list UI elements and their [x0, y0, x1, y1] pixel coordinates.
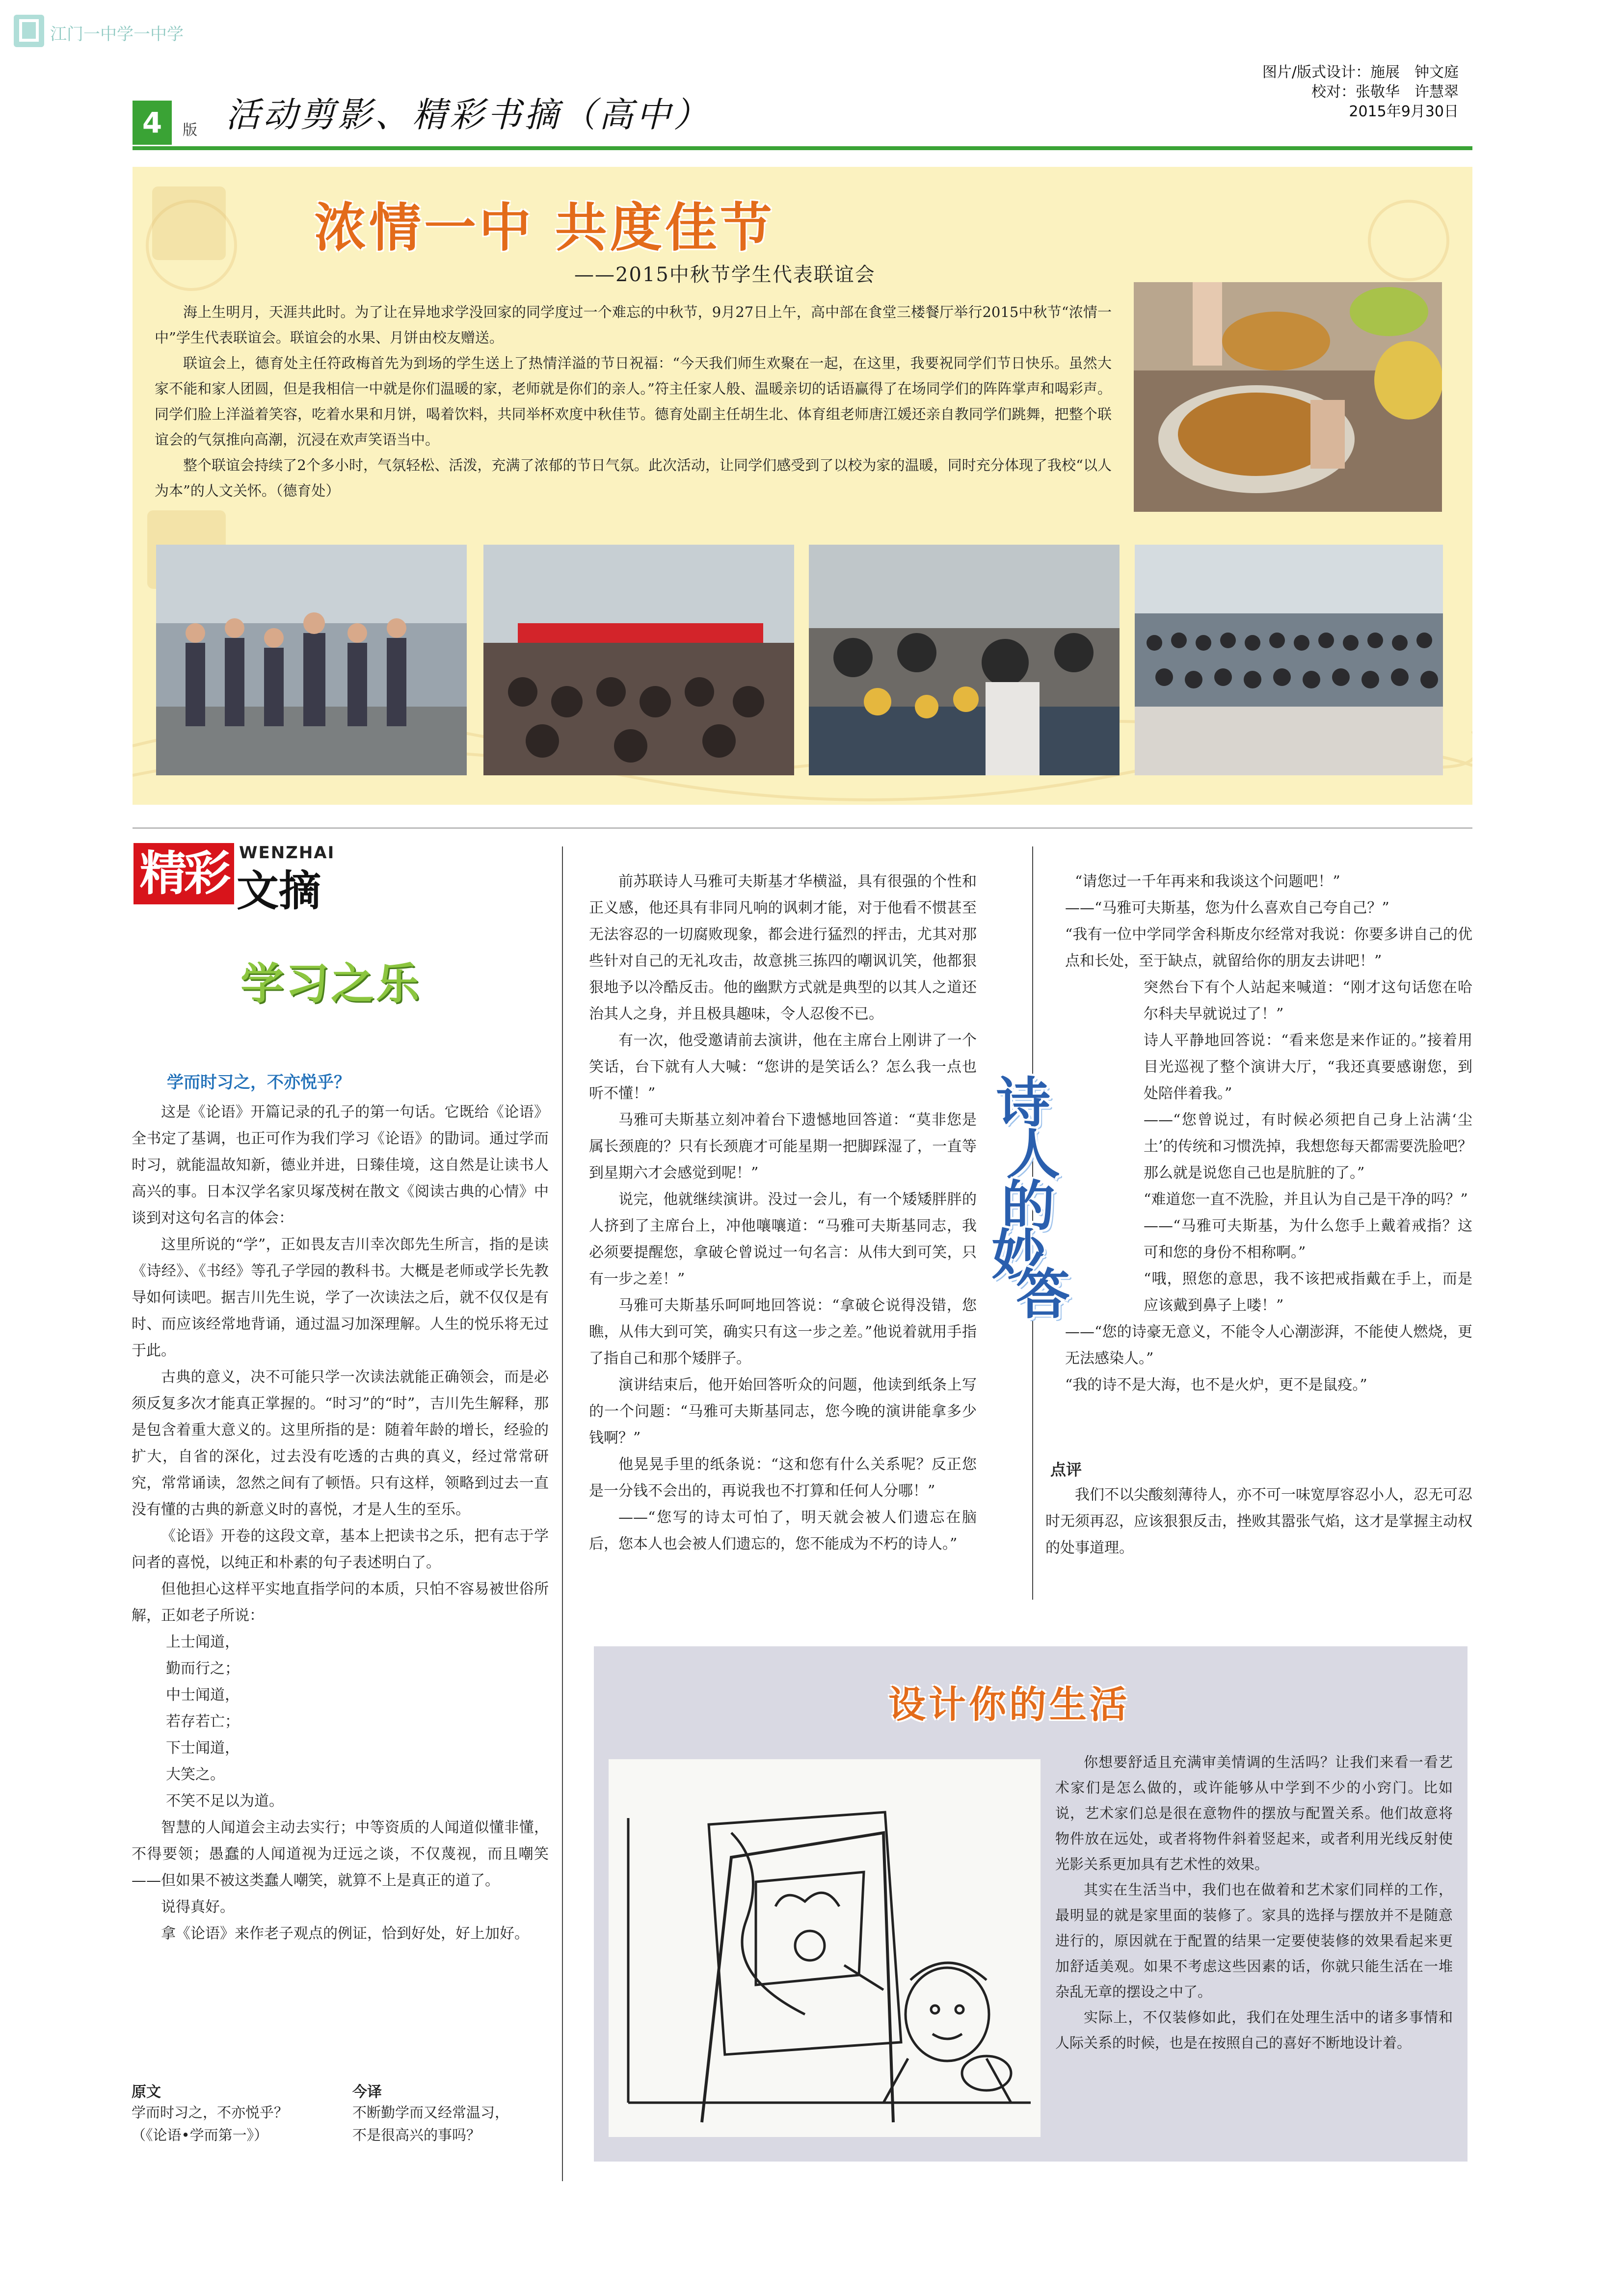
comment-head: 点评 [1050, 1460, 1082, 1479]
feature-paragraph: 整个联谊会持续了2个多小时，气氛轻松、活泼，充满了浓郁的节日气氛。此次活动，让同学们感受到了以校为家的温暖，同时充分体现了我校“以人为本”的人文关怀。（德育处） [155, 457, 1112, 499]
learning-paragraph: 说得真好。 [161, 1899, 235, 1916]
feature-article [155, 299, 1112, 503]
poet-paragraph: ——“马雅可夫斯基，您为什么喜欢自己夸自己？” [1065, 899, 1389, 917]
learning-paragraph: 但他担心这样平实地直指学问的本质，只怕不容易被世俗所解，正如老子所说： [132, 1581, 549, 1624]
poet-paragraph: ——“马雅可夫斯基，为什么您手上戴着戒指？这可和您的身份不相称啊。” [1144, 1217, 1472, 1261]
learning-paragraph: 这里所说的“学”，正如畏友吉川幸次郎先生所言，指的是读《诗经》、《书经》等孔子学园的教科书。大概是老师或学长先教导如何读吧。据吉川先生说，学了一次读法之后，就不仅仅是有时、而应该经常地背诵，通过温习加深理解。人生的悦乐将无过于此。 [132, 1236, 549, 1359]
comment-paragraph: 我们不以尖酸刻薄待人，亦不可一味宽厚容忍小人，忍无可忍时无须再忍，应该狠狠反击，挫败其嚣张气焰，这才是掌握主动权的处事道理。 [1045, 1486, 1472, 1557]
learning-title: 学习之乐 [240, 958, 422, 1009]
poem-line: 上士闻道， [166, 1634, 240, 1651]
credits-proofread: 校对：张敬华 许慧翠 [1311, 83, 1459, 101]
section-divider [133, 827, 1472, 829]
wenzhai-logo-cn: 文摘 [237, 867, 321, 916]
poet-paragraph: ——“您写的诗太可怕了，明天就会被人们遗忘在脑后，您本人也会被人们遗忘的，您不能成为不朽的诗人。” [589, 1509, 977, 1553]
poet-paragraph: 马雅可夫斯基立刻冲着台下遗憾地回答道：“莫非您是属长颈鹿的？只有长颈鹿才可能星期一把脚踩湿了，一直等到星期六才会感觉到呢！” [589, 1111, 977, 1182]
poet-paragraph: 前苏联诗人马雅可夫斯基才华横溢，具有很强的个性和正义感，他还具有非同凡响的讽刺才能，对于他看不惯甚至无法容忍的一切腐败现象，都会进行猛烈的抨击，尤其对那些针对自己的无礼攻击，故意挑三拣四的嘲讽讥笑，他都狠狠地予以冷酷反击。他的幽默方式就是典型的以其人之道还治其人之身，并且极具趣味，令人忍俊不已。 [589, 873, 977, 1023]
design-title: 设计你的生活 [888, 1683, 1130, 1726]
design-paragraph: 其实在生活当中，我们也在做着和艺术家们同样的工作，最明显的就是家里面的装修了。家具的选择与摆放并不是随意进行的，原因就在于配置的结果一定要使装修的效果看起来更加舒适美观。如果不考虑这些因素的话，你就只能生活在一堆杂乱无章的摆设之中了。 [1055, 1881, 1453, 2000]
design-paragraph: 你想要舒适且充满审美情调的生活吗？让我们来看一看艺术家们是怎么做的，或许能够从中学到不少的小窍门。比如说，艺术家们总是很在意物件的摆放与配置关系。他们故意将物件放在远处，或者将物件斜着竖起来，或者利用光线反射使光影关系更加具有艺术性的效果。 [1055, 1754, 1453, 1873]
feature-subtitle: ——2015中秋节学生代表联谊会 [574, 264, 876, 286]
learning-subtitle: 学而时习之，不亦悦乎？ [167, 1073, 350, 1092]
photo-banner-hall [483, 545, 794, 775]
laozi-poem [132, 1629, 549, 1815]
poet-title-char: 人 [1006, 1123, 1060, 1186]
poem-line: 不笑不足以为道。 [166, 1793, 284, 1810]
learning-paragraph: 古典的意义，决不可能只学一次读法就能正确领会，而是必须反复多次才能真正掌握的。“时习”的“时”，吉川先生解释，那是包含着重大意义的。这里所指的是：随着年龄的增长，经验的扩大，自省的深化，过去没有吃透的古典的真义，经过常常研究，常常诵读，忽然之间有了顿悟。只有这样，领略到过去一直没有懂的古典的新意义时的喜悦，才是人生的至乐。 [132, 1369, 549, 1518]
poet-paragraph: “我的诗不是大海，也不是火炉，更不是鼠疫。” [1065, 1376, 1367, 1394]
learning-paragraph: 《论语》开卷的这段文章，基本上把读书之乐，把有志于学问者的喜悦，以纯正和朴素的句子表述明白了。 [132, 1528, 549, 1571]
notes-original-line: 学而时习之，不亦悦乎？ [132, 2104, 289, 2121]
credits-design: 图片/版式设计：施展 钟文庭 [1262, 64, 1459, 81]
page-ban-label: 版 [183, 122, 197, 139]
poet-paragraph: 马雅可夫斯基乐呵呵地回答说：“拿破仑说得没错，您瞧，从伟大到可笑，确实只有这一步之差。”他说着就用手指了指自己和那个矮胖子。 [589, 1297, 977, 1367]
wenzhai-logo-en: WENZHAI [239, 843, 335, 863]
publish-date: 2015年9月30日 [1349, 103, 1459, 120]
poet-title-char: 的 [1001, 1174, 1055, 1238]
feature-paragraph: 海上生明月，天涯共此时。为了让在异地求学没回家的同学度过一个难忘的中秋节，9月27日上午，高中部在食堂三楼餐厅举行2015中秋节“浓情一中”学生代表联谊会。联谊会的水果、月饼由校友赠送。 [155, 304, 1112, 346]
section-title: 活动剪影、精彩书摘（高中） [226, 95, 711, 135]
poet-article-right [1045, 869, 1472, 1399]
poem-line: 勤而行之； [166, 1660, 240, 1677]
notes-translation-head: 今译 [352, 2084, 382, 2101]
poet-paragraph: 演讲结束后，他开始回答听众的问题，他读到纸条上写的一个问题：“马雅可夫斯基同志，您今晚的演讲能拿多少钱啊？” [589, 1376, 977, 1447]
learning-paragraph: 拿《论语》来作老子观点的例证，恰到好处，好上加好。 [161, 1925, 529, 1942]
wenzhai-logo [133, 843, 379, 916]
poet-title-char: 诗 [996, 1071, 1050, 1135]
artist-easel-illustration [609, 1759, 1041, 2137]
poet-title-char: 答 [1016, 1263, 1070, 1326]
notes-translation-line: 不是很高兴的事吗？ [352, 2127, 481, 2143]
poet-paragraph: 他晃晃手里的纸条说：“这和您有什么关系呢？反正您是一分钱不会出的，再说我也不打算和任何人分哪！” [589, 1456, 977, 1500]
poet-paragraph: ——“您曾说过，有时候必须把自己身上沾满‘尘土’的传统和习惯洗掉，我想您每天都需要洗脸吧？那么就是说您自己也是肮脏的了。” [1144, 1111, 1472, 1182]
column-separator [562, 846, 563, 2181]
learning-paragraph: 智慧的人闻道会主动去实行；中等资质的人闻道似懂非懂，不得要领；愚蠢的人闻道视为迂远之谈，不仅蔑视，而且嘲笑——但如果不被这类蠢人嘲笑，就算不上是真正的道了。 [132, 1819, 549, 1889]
credits-block [1262, 63, 1459, 122]
masthead-logo-text: 江门一中学一中学 [50, 25, 184, 44]
poet-paragraph: 突然台下有个人站起来喊道：“刚才这句话您在哈尔科夫早就说过了！” [1144, 979, 1472, 1023]
poet-paragraph: ——“您的诗豪无意义，不能令人心潮澎湃，不能使人燃烧，更无法感染人。” [1065, 1323, 1472, 1367]
poet-paragraph: 有一次，他受邀请前去演讲，他在主席台上刚讲了一个笑话，台下就有人大喊：“您讲的是笑话么？怎么我一点也听不懂！” [589, 1032, 977, 1102]
photo-dancing [156, 545, 467, 775]
feature-paragraph: 联谊会上，德育处主任符政梅首先为到场的学生送上了热情洋溢的节日祝福：“今天我们师生欢聚在一起，在这里，我要祝同学们节日快乐。虽然大家不能和家人团圆，但是我相信一中就是你们温暖的家，老师就是你们的亲人。”符主任家人般、温暖亲切的话语赢得了在场同学们的阵阵掌声和喝彩声。同学们脸上洋溢着笑容，吃着水果和月饼，喝着饮料，共同举杯欢度中秋佳节。德育处副主任胡生北、体育组老师唐江媛还亲自教同学们跳舞，把整个联谊会的气氛推向高潮，沉浸在欢声笑语当中。 [155, 355, 1112, 448]
poet-paragraph: “我有一位中学同学舍科斯皮尔经常对我说：你要多讲自己的优点和长处，至于缺点，就留给你的朋友去讲吧！” [1065, 926, 1472, 970]
poem-line: 中士闻道， [166, 1687, 240, 1704]
poet-paragraph: “哦，照您的意思，我不该把戒指戴在手上，而是应该戴到鼻子上喽！” [1144, 1270, 1472, 1314]
artist-sketch-image [609, 1759, 1041, 2137]
notes-translation-line: 不断勤学而又经常温习， [352, 2104, 509, 2121]
design-panel [594, 1646, 1468, 2162]
header-rule [133, 146, 1472, 150]
poem-line: 下士闻道， [166, 1740, 240, 1757]
comment-body [1045, 1482, 1472, 1561]
learning-article [132, 1099, 549, 1947]
poem-line: 若存若亡； [166, 1713, 240, 1730]
poet-title-char: 妙 [991, 1223, 1045, 1287]
learning-paragraph: 这是《论语》开篇记录的孔子的第一句话。它既给《论语》全书定了基调，也正可作为我们学习《论语》的勖词。通过学而时习，就能温故知新，德业并进，日臻佳境，这自然是让读书人高兴的事。日本汉学名家贝塚茂树在散文《阅读古典的心情》中谈到对这句名言的体会： [132, 1104, 549, 1227]
design-article [1055, 1749, 1453, 2056]
photo-mooncake-table [1134, 282, 1442, 512]
wenzhai-logo-jing: 精彩 [133, 843, 234, 904]
feature-title: 浓情一中 共度佳节 [314, 197, 775, 258]
notes-original-source: （《论语•学而第一》） [132, 2127, 268, 2143]
poet-article-left [589, 869, 977, 1557]
poet-paragraph: 诗人平静地回答说：“看来您是来作证的。”接着用目光巡视了整个演讲大厅，“我还真要感谢您，到处陪伴着我。” [1144, 1032, 1472, 1102]
photo-group [1135, 545, 1443, 775]
poet-paragraph: “难道您一直不洗脸，并且认为自己是干净的吗？” [1144, 1191, 1468, 1208]
page-number: 4 [133, 101, 172, 145]
poem-line: 大笑之。 [166, 1766, 225, 1783]
design-paragraph: 实际上，不仅装修如此，我们在处理生活中的诸多事情和人际关系的时候，也是在按照自己的喜好不断地设计着。 [1055, 2009, 1453, 2051]
poet-paragraph: 说完，他就继续演讲。没过一会儿，有一个矮矮胖胖的人挤到了主席台上，冲他嚷嚷道：“马雅可夫斯基同志，我必须要提醒您，拿破仑曾说过一句名言：从伟大到可笑，只有一步之差！” [589, 1191, 977, 1288]
notes-original-head: 原文 [132, 2084, 161, 2101]
photo-students-eating [809, 545, 1120, 775]
poet-paragraph: “请您过一千年再来和我谈这个问题吧！” [1075, 873, 1340, 890]
masthead-logo [10, 10, 196, 54]
